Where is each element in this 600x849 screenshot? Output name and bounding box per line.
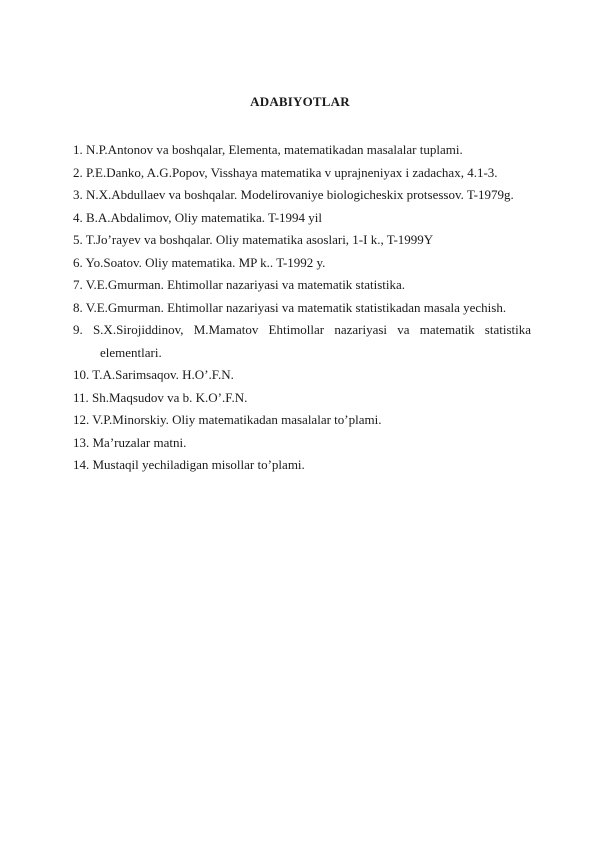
reference-item-4: 4. B.A.Abdalimov, Oliy matematika. T-1994 yil: [73, 209, 323, 225]
reference-item-8: 8. V.E.Gmurman. Ehtimollar nazariyasi va matematik statistikadan masala yechish.: [73, 299, 507, 315]
reference-item-12: 12. V.P.Minorskiy. Oliy matematikadan masalalar to’plami.: [73, 412, 382, 427]
reference-item-5: 5. T.Jo’rayev va boshqalar. Oliy matematika asoslari, 1-I k., T-1999Y: [73, 232, 434, 247]
reference-item-1: 1. N.P.Antonov va boshqalar, Elementa, matematikadan masalalar tuplami.: [73, 142, 463, 157]
reference-item-3: 3. N.X.Abdullaev va boshqalar. Modelirovaniye biologicheskix protsessov. T-1979g.: [73, 187, 514, 202]
page-title: ADABIYOTLAR: [250, 94, 350, 109]
reference-list: [73, 139, 531, 477]
reference-item-6: 6. Yo.Soatov. Oliy matematika. MP k.. T-1992 y.: [73, 254, 326, 270]
reference-item-14: 14. Mustaqil yechiladigan misollar to’plami.: [73, 457, 305, 472]
reference-item-9: 9. S.X.Sirojiddinov, M.Mamatov Ehtimollar nazariyasi va matematik statistika elementlari.: [73, 322, 531, 360]
reference-item-13: 13. Ma’ruzalar matni.: [73, 434, 187, 450]
reference-item-10: 10. T.A.Sarimsaqov. H.O’.F.N.: [73, 367, 234, 382]
reference-item-11: 11. Sh.Maqsudov va b. K.O’.F.N.: [73, 389, 248, 405]
reference-item-7: 7. V.E.Gmurman. Ehtimollar nazariyasi va matematik statistika.: [73, 277, 406, 292]
reference-item-2: 2. P.E.Danko, A.G.Popov, Visshaya matematika v uprajneniyax i zadachax, 4.1-3.: [73, 164, 498, 180]
